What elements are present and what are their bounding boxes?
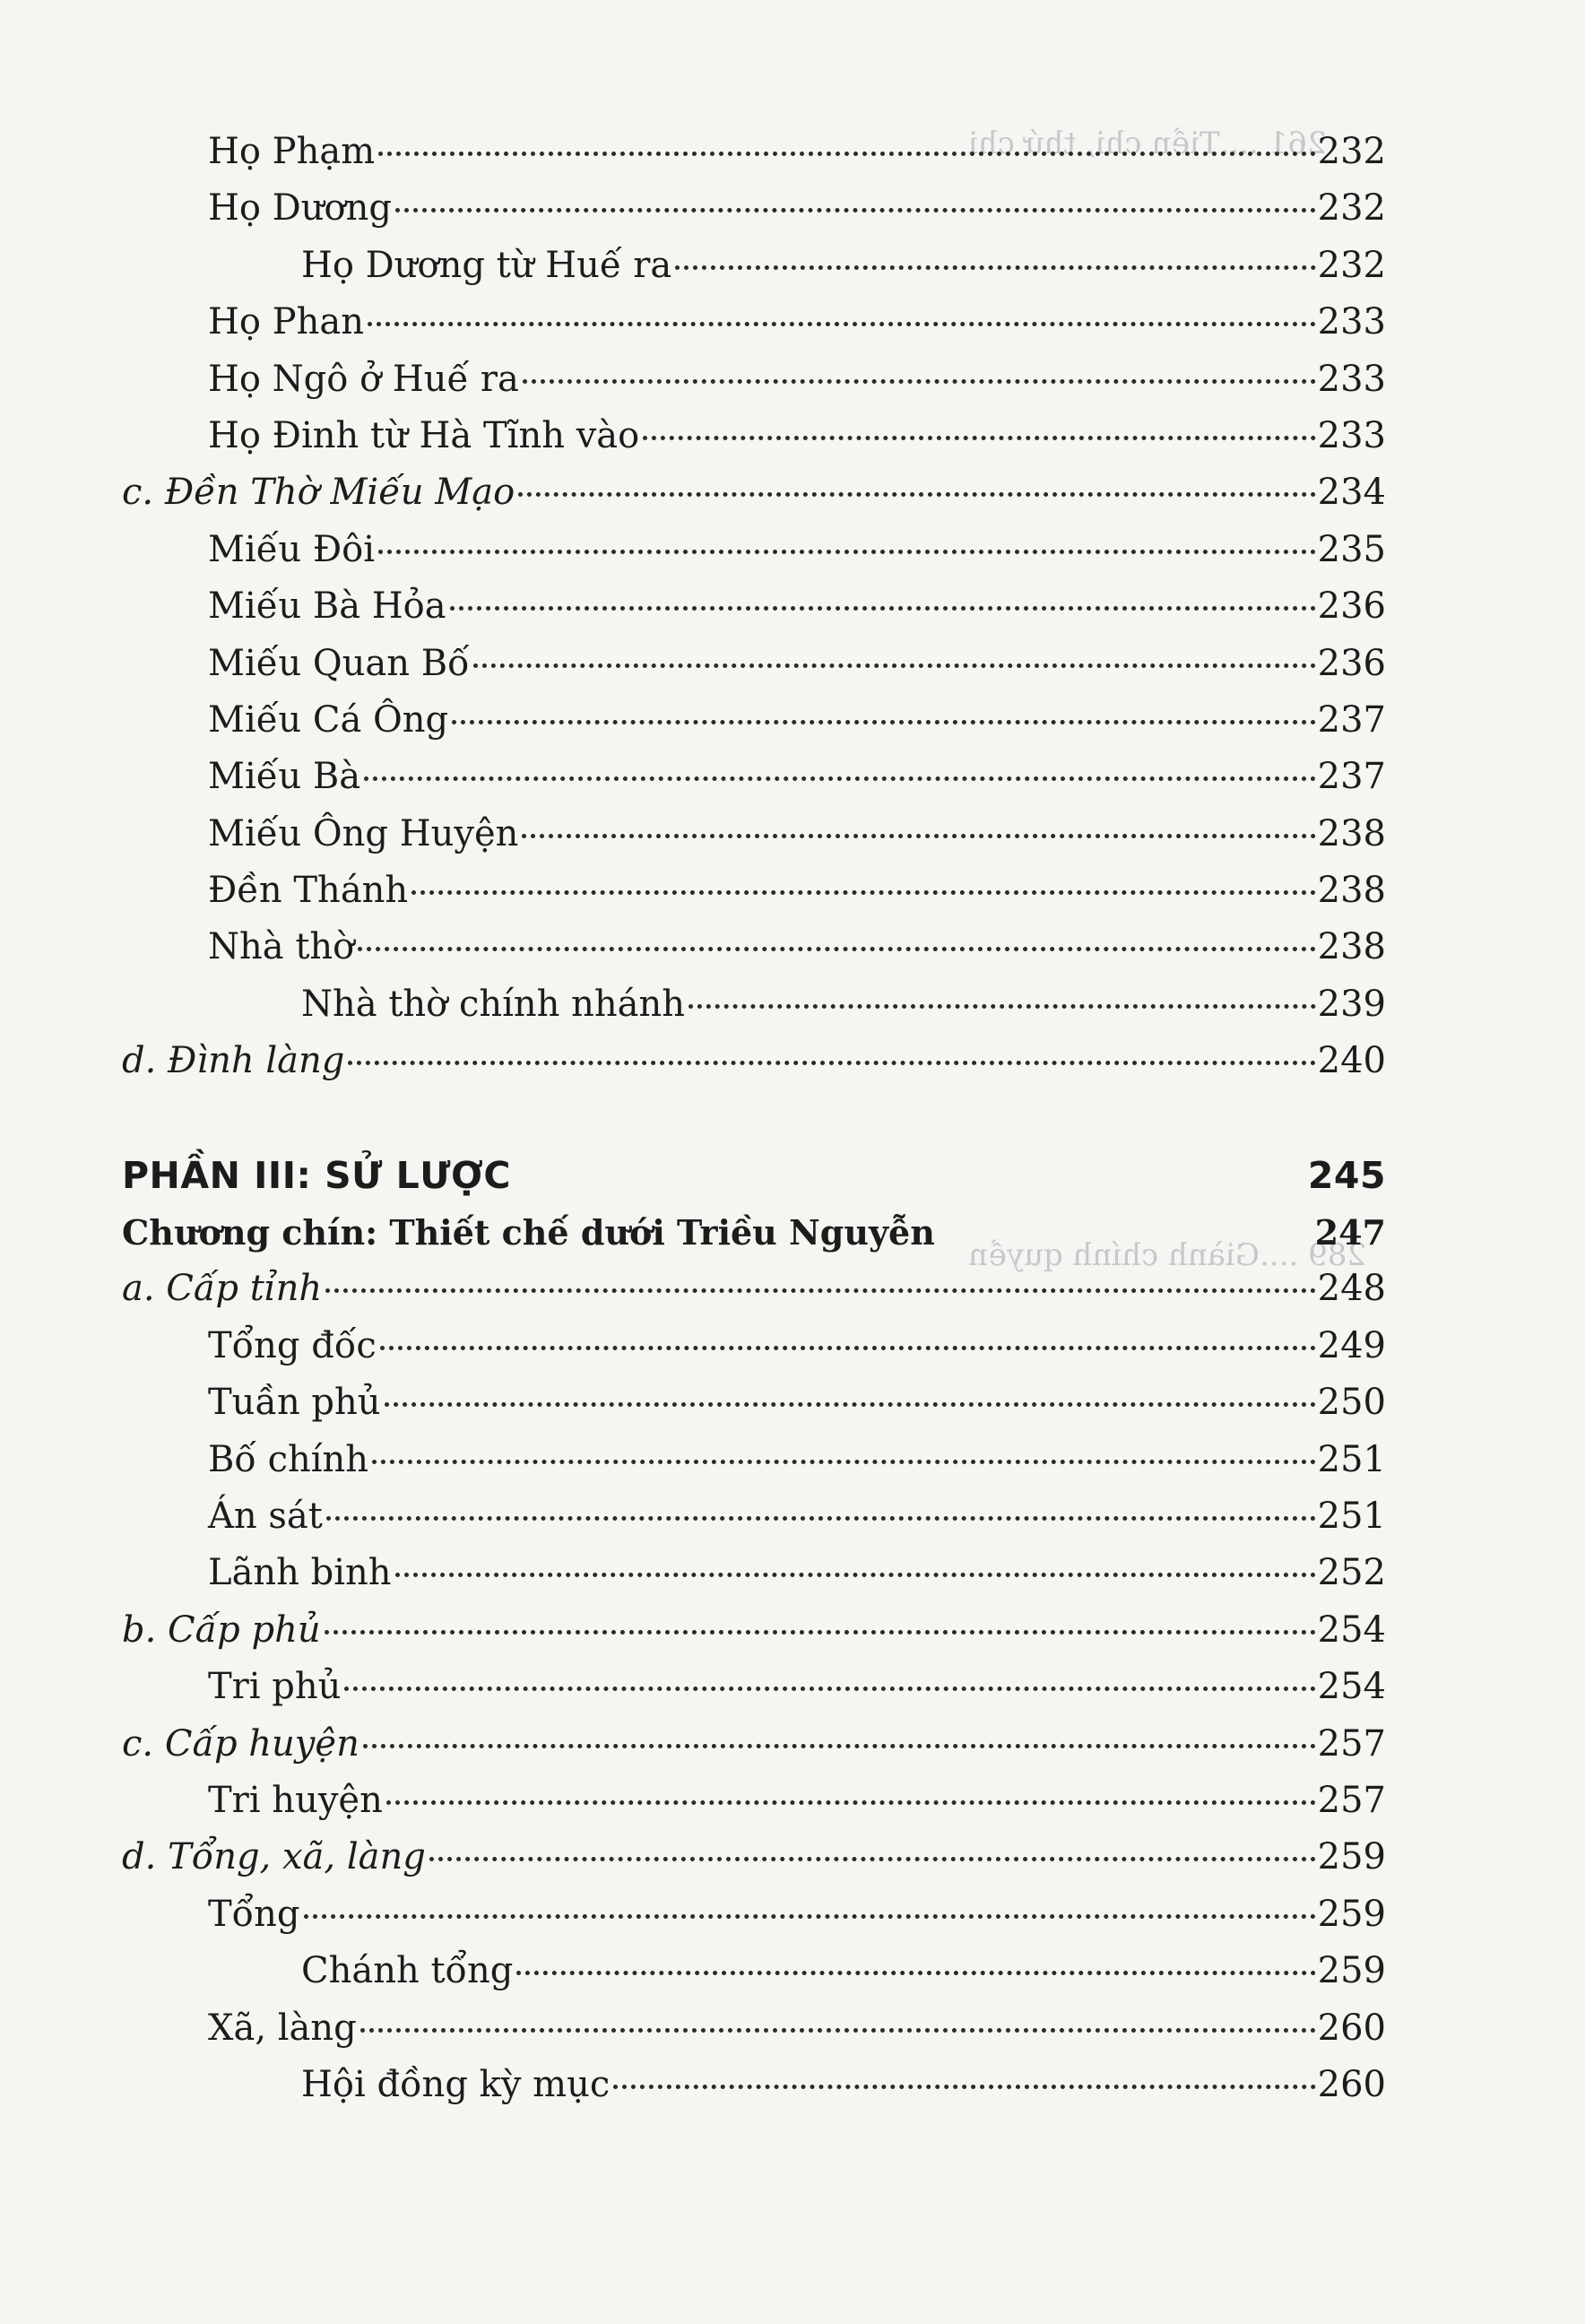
toc-entry-page-number: 260: [1317, 2063, 1386, 2105]
toc-entry[interactable]: [122, 919, 1386, 976]
toc-entry-page-number: 259: [1317, 1950, 1386, 1992]
toc-entry-page-number: 236: [1317, 585, 1386, 628]
toc-entry-page-number: 252: [1317, 1552, 1386, 1594]
dot-leader: [386, 1800, 1316, 1805]
toc-entry-page-number: 257: [1317, 1779, 1386, 1821]
toc-entry-title: Chánh tổng: [301, 1950, 514, 1992]
toc-entry-page-number: 234: [1317, 472, 1386, 514]
toc-entry[interactable]: [122, 124, 1386, 180]
dot-leader: [689, 1004, 1316, 1009]
dot-leader: [363, 1744, 1316, 1748]
toc-entry-page-number: 254: [1317, 1666, 1386, 1708]
dot-leader: [516, 1971, 1315, 1975]
toc-entry-title: c. Cấp huyện: [122, 1722, 359, 1765]
toc-entry-title: Đền Thánh: [208, 870, 409, 912]
toc-entry-title: Tuần phủ: [208, 1382, 381, 1424]
chapter-heading[interactable]: [122, 1204, 1386, 1261]
toc-entry[interactable]: [122, 522, 1386, 578]
toc-entry-page-number: 232: [1317, 244, 1386, 286]
dot-leader: [675, 265, 1315, 270]
toc-entry-title: Miếu Bà Hỏa: [208, 585, 446, 628]
toc-entry-title: Tổng đốc: [208, 1324, 377, 1366]
toc-entry[interactable]: [122, 1318, 1386, 1374]
toc-entry-page-number: 251: [1317, 1495, 1386, 1537]
toc-entry-page-number: 240: [1317, 1040, 1386, 1082]
dot-leader: [304, 1914, 1316, 1919]
toc-entry-page-number: 232: [1317, 131, 1386, 172]
toc-entry-title: Tri huyện: [208, 1779, 383, 1821]
part-page-number: 245: [1307, 1153, 1386, 1197]
dot-leader: [518, 492, 1315, 497]
toc-entry[interactable]: [122, 1033, 1386, 1089]
toc-section-top: [122, 124, 1386, 1090]
dot-leader: [378, 152, 1316, 156]
toc-entry-title: Họ Dương: [208, 187, 392, 230]
toc-entry-title: Họ Ngô ở Huế ra: [208, 358, 519, 400]
chapter-title: Chương chín: Thiết chế dưới Triều Nguyễn: [122, 1212, 935, 1253]
toc-entry-title: Tổng: [208, 1893, 300, 1935]
toc-entry[interactable]: [122, 976, 1386, 1033]
dot-leader: [358, 947, 1315, 951]
toc-entry[interactable]: [122, 749, 1386, 805]
dot-leader: [411, 890, 1315, 895]
dot-leader: [522, 834, 1315, 838]
toc-entry-title: Họ Dương từ Huế ra: [301, 244, 672, 286]
dot-leader: [450, 606, 1316, 611]
toc-entry[interactable]: [122, 1829, 1386, 1886]
toc-entry[interactable]: [122, 2000, 1386, 2057]
toc-entry[interactable]: [122, 1773, 1386, 1829]
toc-entry-title: Lãnh binh: [208, 1552, 392, 1594]
dot-leader: [643, 436, 1315, 440]
toc-entry-title: Bố chính: [208, 1438, 369, 1480]
toc-entry-title: Án sát: [208, 1495, 323, 1537]
dot-leader: [364, 776, 1316, 781]
toc-entry-title: Nhà thờ chính nhánh: [301, 983, 686, 1025]
toc-section-bottom: [122, 1261, 1386, 2113]
dot-leader: [473, 663, 1316, 668]
dot-leader: [360, 2028, 1316, 2033]
dot-leader: [395, 1573, 1316, 1577]
dot-leader: [348, 1061, 1315, 1065]
toc-entry[interactable]: [122, 1716, 1386, 1773]
toc-entry-title: b. Cấp phủ: [122, 1609, 321, 1651]
table-of-contents: [122, 124, 1386, 2113]
toc-entry-page-number: 238: [1317, 870, 1386, 912]
toc-entry-title: Miếu Đôi: [208, 528, 375, 570]
toc-entry-page-number: 237: [1317, 756, 1386, 798]
toc-entry-title: Miếu Quan Bố: [208, 642, 470, 684]
dot-leader: [523, 379, 1316, 384]
toc-entry[interactable]: [122, 1261, 1386, 1317]
toc-entry-page-number: 233: [1317, 301, 1386, 343]
toc-entry-page-number: 236: [1317, 642, 1386, 684]
toc-entry[interactable]: [122, 180, 1386, 237]
toc-entry[interactable]: [122, 1488, 1386, 1545]
dot-leader: [385, 1402, 1316, 1407]
chapter-page-number: 247: [1314, 1212, 1386, 1253]
dot-leader: [378, 550, 1316, 554]
toc-entry[interactable]: [122, 1374, 1386, 1431]
dot-leader: [380, 1346, 1316, 1350]
toc-entry-title: d. Tổng, xã, làng: [122, 1836, 426, 1878]
toc-entry-page-number: 238: [1317, 812, 1386, 854]
toc-entry[interactable]: [122, 2057, 1386, 2113]
toc-entry[interactable]: [122, 351, 1386, 408]
dot-leader: [325, 1288, 1316, 1293]
toc-entry[interactable]: [122, 636, 1386, 692]
toc-entry-page-number: 254: [1317, 1609, 1386, 1651]
toc-entry-page-number: 259: [1317, 1893, 1386, 1935]
toc-entry-title: Họ Phạm: [208, 131, 376, 172]
toc-entry-page-number: 260: [1317, 2007, 1386, 2049]
toc-entry-page-number: 239: [1317, 983, 1386, 1025]
toc-entry[interactable]: [122, 1432, 1386, 1488]
toc-entry-page-number: 237: [1317, 698, 1386, 741]
toc-entry[interactable]: [122, 464, 1386, 521]
toc-entry-page-number: 259: [1317, 1836, 1386, 1878]
toc-entry[interactable]: [122, 294, 1386, 351]
toc-entry-title: a. Cấp tỉnh: [122, 1268, 323, 1310]
toc-entry[interactable]: [122, 578, 1386, 635]
toc-entry-page-number: 257: [1317, 1722, 1386, 1765]
toc-entry[interactable]: [122, 692, 1386, 749]
toc-entry[interactable]: [122, 1602, 1386, 1659]
part-title: PHẦN III: SỬ LƯỢC: [122, 1153, 511, 1197]
dot-leader: [452, 720, 1315, 724]
toc-entry[interactable]: [122, 1659, 1386, 1715]
toc-entry-title: Họ Phan: [208, 301, 364, 343]
show-through-text: 289 ....Giành chính quyền: [968, 1237, 1366, 1273]
toc-entry[interactable]: [122, 238, 1386, 294]
toc-entry-title: Họ Đinh từ Hà Tĩnh vào: [208, 414, 640, 456]
dot-leader: [613, 2085, 1315, 2089]
toc-entry-page-number: 233: [1317, 358, 1386, 400]
toc-entry[interactable]: [122, 1545, 1386, 1601]
dot-leader: [325, 1630, 1316, 1635]
dot-leader: [344, 1687, 1315, 1691]
toc-entry-page-number: 248: [1317, 1268, 1386, 1310]
dot-leader: [326, 1516, 1316, 1521]
toc-entry-title: Miếu Bà: [208, 756, 361, 798]
toc-entry-page-number: 249: [1317, 1324, 1386, 1366]
toc-entry-title: c. Đền Thờ Miếu Mạo: [122, 472, 515, 514]
dot-leader: [395, 208, 1316, 212]
toc-entry[interactable]: [122, 1943, 1386, 1999]
dot-leader: [372, 1460, 1316, 1464]
toc-entry-page-number: 251: [1317, 1438, 1386, 1480]
toc-entry-page-number: 232: [1317, 187, 1386, 230]
toc-entry[interactable]: [122, 806, 1386, 863]
toc-entry[interactable]: [122, 408, 1386, 464]
part-heading[interactable]: [122, 1148, 1386, 1204]
toc-entry-title: Hội đồng kỳ mục: [301, 2063, 611, 2105]
toc-entry-title: Tri phủ: [208, 1666, 342, 1708]
toc-entry-title: d. Đình làng: [122, 1040, 345, 1082]
toc-entry-title: Miếu Ông Huyện: [208, 812, 519, 854]
toc-entry-title: Nhà thờ: [208, 926, 355, 968]
toc-entry-page-number: 250: [1317, 1382, 1386, 1424]
toc-entry-title: Xã, làng: [208, 2007, 357, 2049]
toc-entry[interactable]: [122, 1886, 1386, 1943]
toc-entry[interactable]: [122, 863, 1386, 919]
show-through-text: 261 ....Tiền chi, thứ chi: [968, 126, 1327, 161]
dot-leader: [368, 322, 1316, 326]
toc-entry-page-number: 235: [1317, 528, 1386, 570]
toc-entry-title: Miếu Cá Ông: [208, 698, 449, 741]
dot-leader: [429, 1857, 1316, 1861]
toc-entry-page-number: 233: [1317, 414, 1386, 456]
toc-entry-page-number: 238: [1317, 926, 1386, 968]
